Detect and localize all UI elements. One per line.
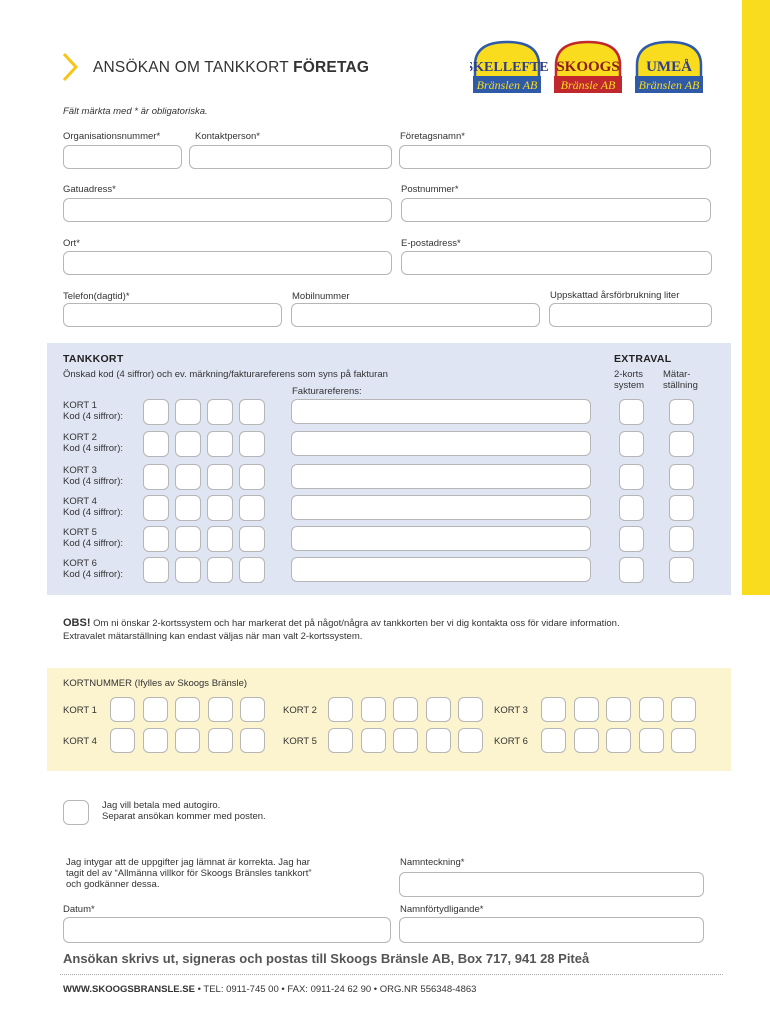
website-link[interactable]: WWW.SKOOGSBRANSLE.SE	[63, 984, 195, 995]
street-label: Gatuadress*	[63, 184, 116, 195]
kortnummer-title: KORTNUMMER (Ifylles av Skoogs Bränsle)	[63, 678, 248, 689]
city-label: Ort*	[63, 238, 80, 249]
clarification-label: Namnförtydligande*	[400, 904, 484, 915]
code-digit-box[interactable]	[207, 557, 233, 583]
card-number-box[interactable]	[110, 697, 135, 722]
card-number-box[interactable]	[328, 697, 353, 722]
card-number-box[interactable]	[240, 697, 265, 722]
contact-field[interactable]	[189, 145, 392, 169]
code-digit-box[interactable]	[175, 431, 201, 457]
invoice-ref-field[interactable]	[291, 464, 591, 489]
code-digit-box[interactable]	[143, 495, 169, 521]
card-number-box[interactable]	[606, 728, 631, 753]
invoice-ref-field[interactable]	[291, 495, 591, 520]
kortnummer-label: KORT 6	[494, 736, 528, 747]
invoice-ref-field[interactable]	[291, 431, 591, 456]
declaration-text: Jag intygar att de uppgifter jag lämnat är korrekta. Jag har tagit del av “Allmänna villkor för Skoogs Bränsles tankkort” och godkänner dessa.	[66, 857, 312, 890]
svg-text:Bränsle AB: Bränsle AB	[560, 78, 616, 92]
card-number-box[interactable]	[143, 697, 168, 722]
divider	[60, 974, 723, 975]
code-digit-box[interactable]	[143, 431, 169, 457]
meter-reading-checkbox[interactable]	[669, 399, 694, 425]
email-label: E-postadress*	[401, 238, 461, 249]
postal-label: Postnummer*	[401, 184, 459, 195]
extraval-title: EXTRAVAL	[614, 353, 672, 365]
org-nr-label: Organisationsnummer*	[63, 131, 161, 142]
phone-label: Telefon(dagtid)*	[63, 291, 130, 302]
code-digit-box[interactable]	[175, 399, 201, 425]
usage-field[interactable]	[549, 303, 712, 327]
date-label: Datum*	[63, 904, 95, 915]
code-digit-box[interactable]	[175, 557, 201, 583]
invoice-ref-field[interactable]	[291, 557, 591, 582]
skelleftea-logo	[470, 42, 549, 93]
usage-label: Uppskattad årsförbrukning liter	[550, 290, 680, 301]
skoogs-logo	[554, 42, 622, 93]
card-number-box[interactable]	[426, 697, 451, 722]
meter-reading-checkbox[interactable]	[669, 464, 694, 490]
code-digit-box[interactable]	[143, 526, 169, 552]
code-digit-box[interactable]	[143, 464, 169, 490]
card-number-box[interactable]	[671, 728, 696, 753]
card-number-box[interactable]	[208, 728, 233, 753]
postal-field[interactable]	[401, 198, 711, 222]
code-digit-box[interactable]	[175, 464, 201, 490]
two-card-system-checkbox[interactable]	[619, 495, 644, 521]
meter-reading-checkbox[interactable]	[669, 557, 694, 583]
code-digit-box[interactable]	[207, 431, 233, 457]
card-number-box[interactable]	[393, 697, 418, 722]
autogiro-text: Jag vill betala med autogiro. Separat ansökan kommer med posten.	[102, 800, 266, 822]
two-card-system-checkbox[interactable]	[619, 526, 644, 552]
kortnummer-label: KORT 4	[63, 736, 97, 747]
phone-field[interactable]	[63, 303, 282, 327]
footer: WWW.SKOOGSBRANSLE.SE • TEL: 0911-745 00 • FAX: 0911-24 62 90 • ORG.NR 556348-4863	[63, 984, 477, 995]
two-card-system-checkbox[interactable]	[619, 399, 644, 425]
card-number-box[interactable]	[606, 697, 631, 722]
umea-logo	[635, 42, 703, 93]
mailing-instructions: Ansökan skrivs ut, signeras och postas till Skoogs Bränsle AB, Box 717, 941 28 Piteå	[63, 951, 590, 966]
card-number-box[interactable]	[175, 728, 200, 753]
code-digit-box[interactable]	[239, 526, 265, 552]
code-digit-box[interactable]	[239, 431, 265, 457]
contact-label: Kontaktperson*	[195, 131, 260, 142]
code-digit-box[interactable]	[239, 495, 265, 521]
two-card-system-checkbox[interactable]	[619, 464, 644, 490]
required-note: Fält märkta med * är obligatoriska.	[63, 106, 208, 117]
code-digit-box[interactable]	[143, 557, 169, 583]
company-field[interactable]	[399, 145, 711, 169]
code-digit-box[interactable]	[207, 495, 233, 521]
card-number-box[interactable]	[328, 728, 353, 753]
chevron-right-icon	[60, 52, 80, 82]
card-number-box[interactable]	[458, 728, 483, 753]
meter-reading-checkbox[interactable]	[669, 495, 694, 521]
page-title: ANSÖKAN OM TANKKORT FÖRETAG	[93, 59, 370, 76]
card-number-box[interactable]	[361, 697, 386, 722]
card-number-box[interactable]	[143, 728, 168, 753]
code-digit-box[interactable]	[207, 526, 233, 552]
org-nr-field[interactable]	[63, 145, 182, 169]
date-field[interactable]	[63, 917, 391, 943]
tankkort-card-label: KORT 4 Kod (4 siffror):	[63, 496, 124, 518]
clarification-field[interactable]	[399, 917, 704, 943]
card-number-box[interactable]	[541, 728, 566, 753]
card-number-box[interactable]	[393, 728, 418, 753]
meter-reading-checkbox[interactable]	[669, 526, 694, 552]
tankkort-card-label: KORT 5 Kod (4 siffror):	[63, 527, 124, 549]
tankkort-card-label: KORT 3 Kod (4 siffror):	[63, 465, 124, 487]
card-number-box[interactable]	[671, 697, 696, 722]
kortnummer-label: KORT 2	[283, 705, 317, 716]
invoice-ref-label: Fakturareferens:	[292, 386, 362, 397]
obs-note: OBS! Om ni önskar 2-kortssystem och har markerat det på något/några av tankkorten ber vi dig kontakta oss för vidare information. Extravalet mätarställning kan endast väljas när man valt 2-kortssystem.	[63, 617, 620, 642]
two-card-system-label: 2-korts system	[614, 369, 645, 391]
card-number-box[interactable]	[361, 728, 386, 753]
code-digit-box[interactable]	[239, 557, 265, 583]
svg-text:Bränslen AB: Bränslen AB	[638, 78, 700, 92]
card-number-box[interactable]	[110, 728, 135, 753]
mobile-label: Mobilnummer	[292, 291, 350, 302]
tankkort-card-label: KORT 2 Kod (4 siffror):	[63, 432, 124, 454]
code-digit-box[interactable]	[239, 399, 265, 425]
email-field[interactable]	[401, 251, 712, 275]
signature-label: Namnteckning*	[400, 857, 465, 868]
code-digit-box[interactable]	[175, 526, 201, 552]
tankkort-subtitle: Önskad kod (4 siffror) och ev. märkning/fakturareferens som syns på fakturan	[63, 369, 388, 380]
yellow-side-bar	[742, 0, 770, 595]
company-logos	[470, 40, 715, 103]
two-card-system-checkbox[interactable]	[619, 557, 644, 583]
tankkort-card-label: KORT 1 Kod (4 siffror):	[63, 400, 124, 422]
invoice-ref-field[interactable]	[291, 526, 591, 551]
meter-reading-checkbox[interactable]	[669, 431, 694, 457]
card-number-box[interactable]	[175, 697, 200, 722]
code-digit-box[interactable]	[175, 495, 201, 521]
autogiro-checkbox[interactable]	[63, 800, 89, 825]
tankkort-title: TANKKORT	[63, 353, 124, 365]
svg-text:Bränslen AB: Bränslen AB	[476, 78, 538, 92]
code-digit-box[interactable]	[143, 399, 169, 425]
tankkort-card-label: KORT 6 Kod (4 siffror):	[63, 558, 124, 580]
fax-number: FAX: 0911-24 62 90	[287, 984, 372, 995]
code-digit-box[interactable]	[207, 464, 233, 490]
mobile-field[interactable]	[291, 303, 540, 327]
card-number-box[interactable]	[240, 728, 265, 753]
card-number-box[interactable]	[208, 697, 233, 722]
svg-text:SKOOGS: SKOOGS	[556, 59, 620, 75]
street-field[interactable]	[63, 198, 392, 222]
card-number-box[interactable]	[541, 697, 566, 722]
card-number-box[interactable]	[426, 728, 451, 753]
card-number-box[interactable]	[574, 697, 599, 722]
signature-field[interactable]	[399, 872, 704, 897]
card-number-box[interactable]	[574, 728, 599, 753]
phone-number: TEL: 0911-745 00	[203, 984, 279, 995]
logo-text: SKELLEFTE	[470, 60, 549, 75]
kortnummer-label: KORT 1	[63, 705, 97, 716]
code-digit-box[interactable]	[207, 399, 233, 425]
two-card-system-checkbox[interactable]	[619, 431, 644, 457]
card-number-box[interactable]	[639, 728, 664, 753]
kortnummer-label: KORT 5	[283, 736, 317, 747]
meter-reading-label: Mätar- ställning	[663, 369, 698, 391]
invoice-ref-field[interactable]	[291, 399, 591, 424]
org-number: ORG.NR 556348-4863	[379, 984, 477, 995]
company-label: Företagsnamn*	[400, 131, 465, 142]
card-number-box[interactable]	[458, 697, 483, 722]
kortnummer-label: KORT 3	[494, 705, 528, 716]
code-digit-box[interactable]	[239, 464, 265, 490]
svg-text:UMEÅ: UMEÅ	[646, 59, 692, 75]
city-field[interactable]	[63, 251, 392, 275]
card-number-box[interactable]	[639, 697, 664, 722]
